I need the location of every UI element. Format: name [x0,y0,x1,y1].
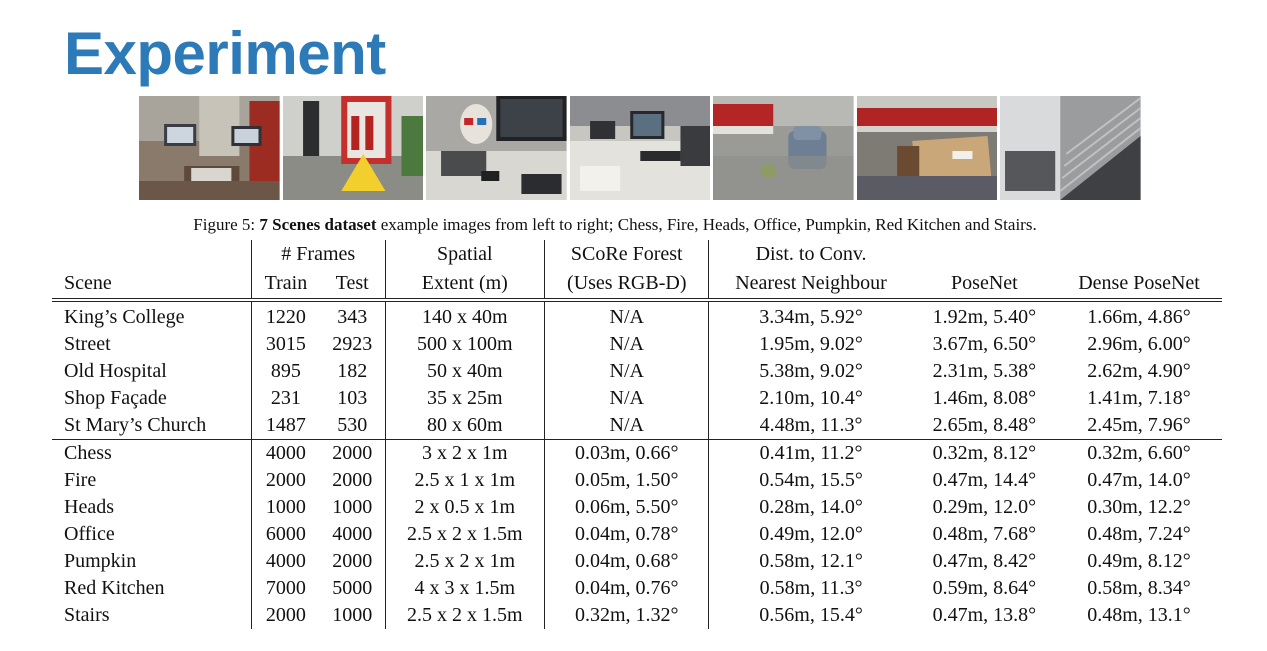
cell-extent: 3 x 2 x 1m [385,440,545,468]
cell-score: 0.04m, 0.76° [545,575,709,602]
cell-train: 7000 [265,577,306,599]
cell-score: N/A [545,412,709,440]
cell-train: 1487 [251,412,319,440]
cell-test: 343 [320,300,385,331]
red-kitchen-scene-image [857,96,998,200]
cell-nn: 0.56m, 15.4° [759,604,863,626]
cell-score: N/A [545,358,709,385]
cell-scene: Old Hospital [52,358,251,385]
cell-scene: Street [52,331,251,358]
header-score: SCoRe Forest [545,240,709,268]
header-frames: # Frames [251,240,385,268]
cell-train: 2000 [265,469,306,491]
cell-dense: 2.96m, 6.00° [1087,333,1191,355]
header-cell-empty [1056,240,1222,268]
cell-dense: 0.58m, 8.34° [1087,577,1191,599]
cell-train: 231 [270,387,301,409]
cell-nn: 5.38m, 9.02° [759,360,863,382]
cell-score: N/A [545,331,709,358]
cell-nn: 0.49m, 12.0° [759,523,863,545]
results-table [52,240,1222,629]
cell-dense: 0.32m, 6.60° [1087,442,1191,464]
cell-extent: 35 x 25m [385,385,545,412]
cell-nn: 1.95m, 9.02° [759,333,863,355]
table-row [52,331,1222,358]
cell-nn: 0.28m, 14.0° [759,496,863,518]
cell-train: 3015 [265,333,306,355]
cell-dense: 0.48m, 13.1° [1087,604,1191,626]
cell-dense: 0.48m, 7.24° [1087,523,1191,545]
cell-train: 2000 [265,604,306,626]
table-row [52,300,1222,331]
header-extent: Extent (m) [385,268,545,300]
cell-posenet: 0.47m, 8.42° [932,550,1037,572]
cell-score: N/A [545,385,709,412]
cell-test: 103 [320,385,385,412]
cell-extent: 2.5 x 2 x 1m [385,548,545,575]
table-row [52,548,1222,575]
cell-posenet: 1.92m, 5.40° [932,306,1037,328]
cell-test: 2000 [320,440,385,468]
cell-test: 530 [320,412,385,440]
cell-dense: 2.62m, 4.90° [1087,360,1191,382]
stairs-scene-image [1000,96,1141,200]
cell-score: 0.32m, 1.32° [545,602,709,629]
cell-score: N/A [545,300,709,331]
table-row [52,385,1222,412]
cell-nn: 3.34m, 5.92° [759,306,863,328]
header-train: Train [251,268,319,300]
office-scene-image [570,96,711,200]
cell-test: 1000 [320,494,385,521]
table-row [52,412,1222,440]
cell-score: 0.06m, 5.50° [545,494,709,521]
cell-extent: 2.5 x 2 x 1.5m [385,521,545,548]
cell-train: 1220 [265,306,306,328]
header-spatial: Spatial [385,240,545,268]
caption-prefix: Figure 5: [193,215,260,234]
header-row-top [52,240,1222,268]
cell-posenet: 0.47m, 13.8° [932,604,1037,626]
cell-scene: Chess [52,440,251,468]
header-uses-rgbd: (Uses RGB-D) [545,268,709,300]
table-row [52,575,1222,602]
cell-scene: Office [52,521,251,548]
cell-dense: 0.47m, 14.0° [1087,469,1191,491]
header-cell-empty [52,240,251,268]
cell-extent: 80 x 60m [385,412,545,440]
cell-score: 0.03m, 0.66° [545,440,709,468]
fire-scene-image [283,96,424,200]
table-row [52,494,1222,521]
cell-posenet: 2.31m, 5.38° [932,360,1037,382]
cell-nn: 0.58m, 12.1° [759,550,863,572]
cell-score: 0.04m, 0.78° [545,521,709,548]
cell-scene: Heads [52,494,251,521]
cell-posenet: 0.29m, 12.0° [932,496,1037,518]
cell-extent: 4 x 3 x 1.5m [385,575,545,602]
header-row-bottom [52,268,1222,300]
header-nearest: Nearest Neighbour [709,268,913,300]
cell-extent: 50 x 40m [385,358,545,385]
caption-rest: example images from left to right; Chess, Fire, Heads, Office, Pumpkin, Red Kitchen and Stairs. [376,215,1037,234]
cell-test: 5000 [320,575,385,602]
cell-train: 895 [270,360,301,382]
cell-extent: 500 x 100m [385,331,545,358]
table-row [52,602,1222,629]
header-scene: Scene [52,268,251,300]
cell-posenet: 0.32m, 8.12° [932,442,1037,464]
cell-nn: 0.54m, 15.5° [759,469,863,491]
header-dense-posenet: Dense PoseNet [1056,268,1222,300]
caption-bold: 7 Scenes dataset [259,215,377,234]
cell-test: 4000 [320,521,385,548]
chess-scene-image [139,96,280,200]
cell-dense: 0.49m, 8.12° [1087,550,1191,572]
cell-posenet: 0.47m, 14.4° [932,469,1037,491]
cell-score: 0.04m, 0.68° [545,548,709,575]
cell-scene: Stairs [52,602,251,629]
table-row [52,358,1222,385]
cell-dense: 0.30m, 12.2° [1087,496,1191,518]
header-test: Test [320,268,385,300]
cell-posenet: 0.48m, 7.68° [932,523,1037,545]
cell-extent: 2 x 0.5 x 1m [385,494,545,521]
cell-nn: 0.41m, 11.2° [759,442,863,464]
header-cell-empty [913,240,1056,268]
cell-dense: 1.41m, 7.18° [1087,387,1191,409]
cell-dense: 2.45m, 7.96° [1056,412,1222,440]
cell-scene: King’s College [52,300,251,331]
cell-scene: Shop Façade [52,385,251,412]
cell-extent: 2.5 x 2 x 1.5m [385,602,545,629]
table-row [52,467,1222,494]
cell-scene: Fire [52,467,251,494]
cell-posenet: 0.59m, 8.64° [932,577,1037,599]
scene-image-strip [139,96,1141,200]
cell-extent: 140 x 40m [385,300,545,331]
cell-posenet: 1.46m, 8.08° [932,387,1037,409]
cell-test: 2923 [320,331,385,358]
cell-train: 4000 [265,442,306,464]
cell-score: 0.05m, 1.50° [545,467,709,494]
cell-posenet: 2.65m, 8.48° [913,412,1056,440]
cell-nn: 2.10m, 10.4° [759,387,863,409]
cell-train: 1000 [265,496,306,518]
cell-nn: 4.48m, 11.3° [709,412,913,440]
cell-test: 182 [320,358,385,385]
pumpkin-scene-image [713,96,854,200]
cell-test: 2000 [320,548,385,575]
cell-scene: Pumpkin [52,548,251,575]
header-posenet: PoseNet [913,268,1056,300]
header-dist: Dist. to Conv. [755,243,867,265]
cell-posenet: 3.67m, 6.50° [932,333,1037,355]
cell-dense: 1.66m, 4.86° [1087,306,1191,328]
cell-nn: 0.58m, 11.3° [759,577,863,599]
cell-test: 2000 [320,467,385,494]
heads-scene-image [426,96,567,200]
table-row [52,440,1222,468]
cell-extent: 2.5 x 1 x 1m [385,467,545,494]
cell-train: 4000 [265,550,306,572]
cell-scene: St Mary’s Church [52,412,251,440]
figure-caption [0,213,1230,237]
cell-train: 6000 [265,523,306,545]
slide-title: Experiment [64,20,386,87]
cell-test: 1000 [320,602,385,629]
cell-scene: Red Kitchen [52,575,251,602]
table-row [52,521,1222,548]
